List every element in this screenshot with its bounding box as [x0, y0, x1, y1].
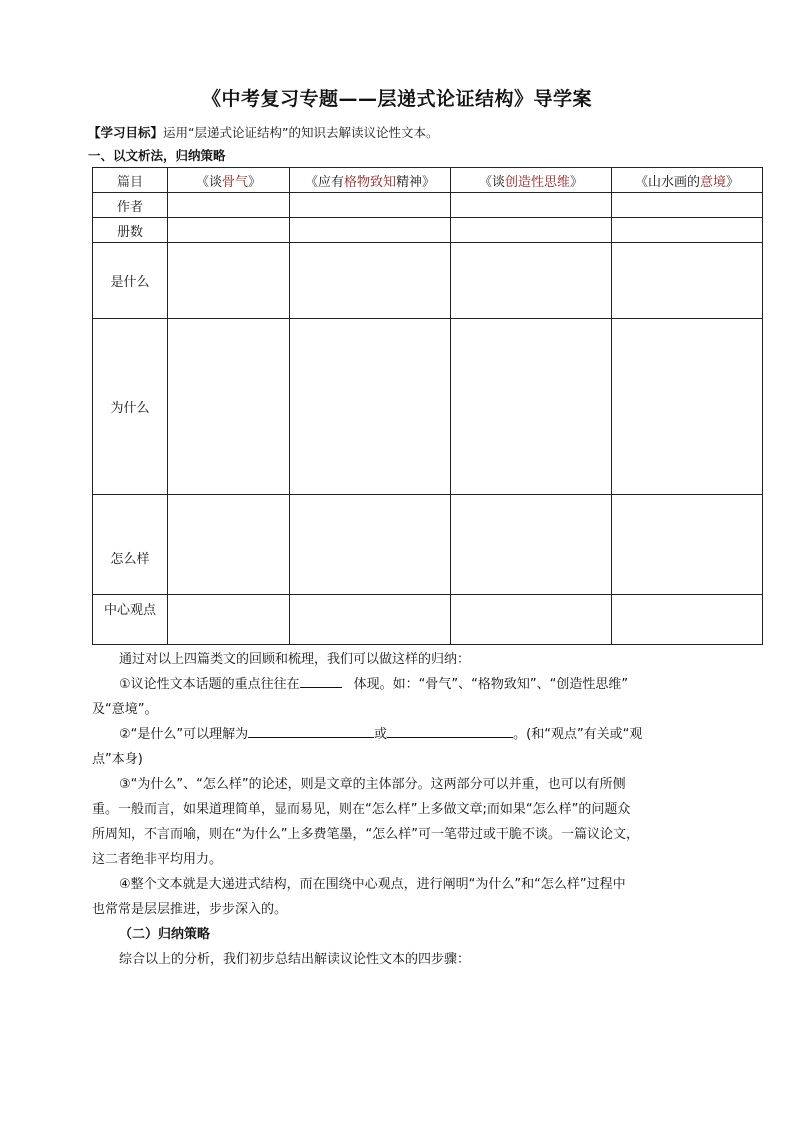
point-2-line-1: ②“是什么”可以理解为 或 。(和“观点”有关或“观 — [119, 722, 642, 747]
point-3-line-3: 所周知，不言而喻，则在“为什么”上多费笔墨，“怎么样”可一笔带过或干脆不谈。一篇议论文， — [92, 827, 639, 842]
row-label-how: 怎么样 — [93, 495, 168, 595]
table-row — [93, 168, 763, 193]
table-row — [93, 218, 763, 243]
learning-goal-label: 【学习目标】 — [88, 125, 164, 140]
column-header-3: 《谈创造性思维》 — [451, 168, 612, 193]
table-cell[interactable] — [451, 495, 612, 595]
closing-text: 综合以上的分析，我们初步总结出解读议论性文本的四步骤： — [119, 952, 471, 967]
table-cell[interactable] — [451, 218, 612, 243]
point-3-line-1: ③“为什么”、“怎么样”的论述，则是文章的主体部分。这两部分可以并重，也可以有所侧 — [119, 777, 626, 792]
table-cell[interactable] — [290, 595, 451, 645]
table-cell[interactable] — [451, 595, 612, 645]
table-cell[interactable] — [451, 319, 612, 495]
table-cell[interactable] — [168, 495, 290, 595]
table-cell[interactable] — [290, 243, 451, 319]
blank-field[interactable] — [300, 673, 342, 688]
point-3-line-4: 这二者绝非平均用力。 — [92, 852, 223, 867]
point-1-line-1: ①议论性文本话题的重点往往在 体现。如：“骨气”、“格物致知”、“创造性思维” — [119, 672, 628, 697]
section-heading: 一、以文析法，归纳策略 — [88, 148, 226, 163]
table-cell[interactable] — [168, 319, 290, 495]
table-cell[interactable] — [168, 243, 290, 319]
blank-field[interactable] — [387, 723, 513, 738]
table-cell[interactable] — [168, 193, 290, 218]
summary-table — [92, 167, 763, 645]
column-header-4: 《山水画的意境》 — [612, 168, 763, 193]
subsection-heading: （二）归纳策略 — [119, 927, 211, 942]
table-cell[interactable] — [290, 319, 451, 495]
row-label-title: 篇目 — [93, 168, 168, 193]
point-2-line-2: 点”本身) — [92, 752, 143, 767]
table-cell[interactable] — [290, 495, 451, 595]
row-label-central-idea: 中心观点 — [93, 595, 168, 645]
table-cell[interactable] — [612, 193, 763, 218]
table-cell[interactable] — [612, 595, 763, 645]
table-row — [93, 193, 763, 218]
row-label-author: 作者 — [93, 193, 168, 218]
table-cell[interactable] — [451, 193, 612, 218]
table-cell[interactable] — [290, 218, 451, 243]
page-title: 《中考复习专题——层递式论证结构》导学案 — [201, 88, 592, 110]
row-label-what: 是什么 — [93, 243, 168, 319]
point-1-line-2: 及“意境”。 — [92, 702, 158, 717]
table-cell[interactable] — [612, 218, 763, 243]
blank-field[interactable] — [248, 723, 374, 738]
learning-goal — [88, 123, 438, 141]
table-row — [93, 495, 763, 595]
column-header-1: 《谈骨气》 — [168, 168, 290, 193]
point-4-line-1: ④整个文本就是大递进式结构，而在围绕中心观点，进行阐明“为什么”和“怎么样”过程中 — [119, 877, 626, 892]
table-cell[interactable] — [168, 218, 290, 243]
table-cell[interactable] — [290, 193, 451, 218]
column-header-2: 《应有格物致知精神》 — [290, 168, 451, 193]
table-row — [93, 243, 763, 319]
table-row — [93, 595, 763, 645]
point-4-line-2: 也常常是层层推进，步步深入的。 — [92, 902, 288, 917]
row-label-volume: 册数 — [93, 218, 168, 243]
intro-text: 通过对以上四篇类文的回顾和梳理，我们可以做这样的归纳： — [119, 652, 471, 667]
table-cell[interactable] — [451, 243, 612, 319]
row-label-why: 为什么 — [93, 319, 168, 495]
table-cell[interactable] — [612, 495, 763, 595]
table-row — [93, 319, 763, 495]
learning-goal-text: 运用“层递式论证结构”的知识去解读议论性文本。 — [163, 125, 439, 140]
point-3-line-2: 重。一般而言，如果道理简单，显而易见，则在“怎么样”上多做文章;而如果“怎么样”的问题众 — [92, 802, 631, 817]
table-cell[interactable] — [612, 243, 763, 319]
table-cell[interactable] — [612, 319, 763, 495]
table-cell[interactable] — [168, 595, 290, 645]
